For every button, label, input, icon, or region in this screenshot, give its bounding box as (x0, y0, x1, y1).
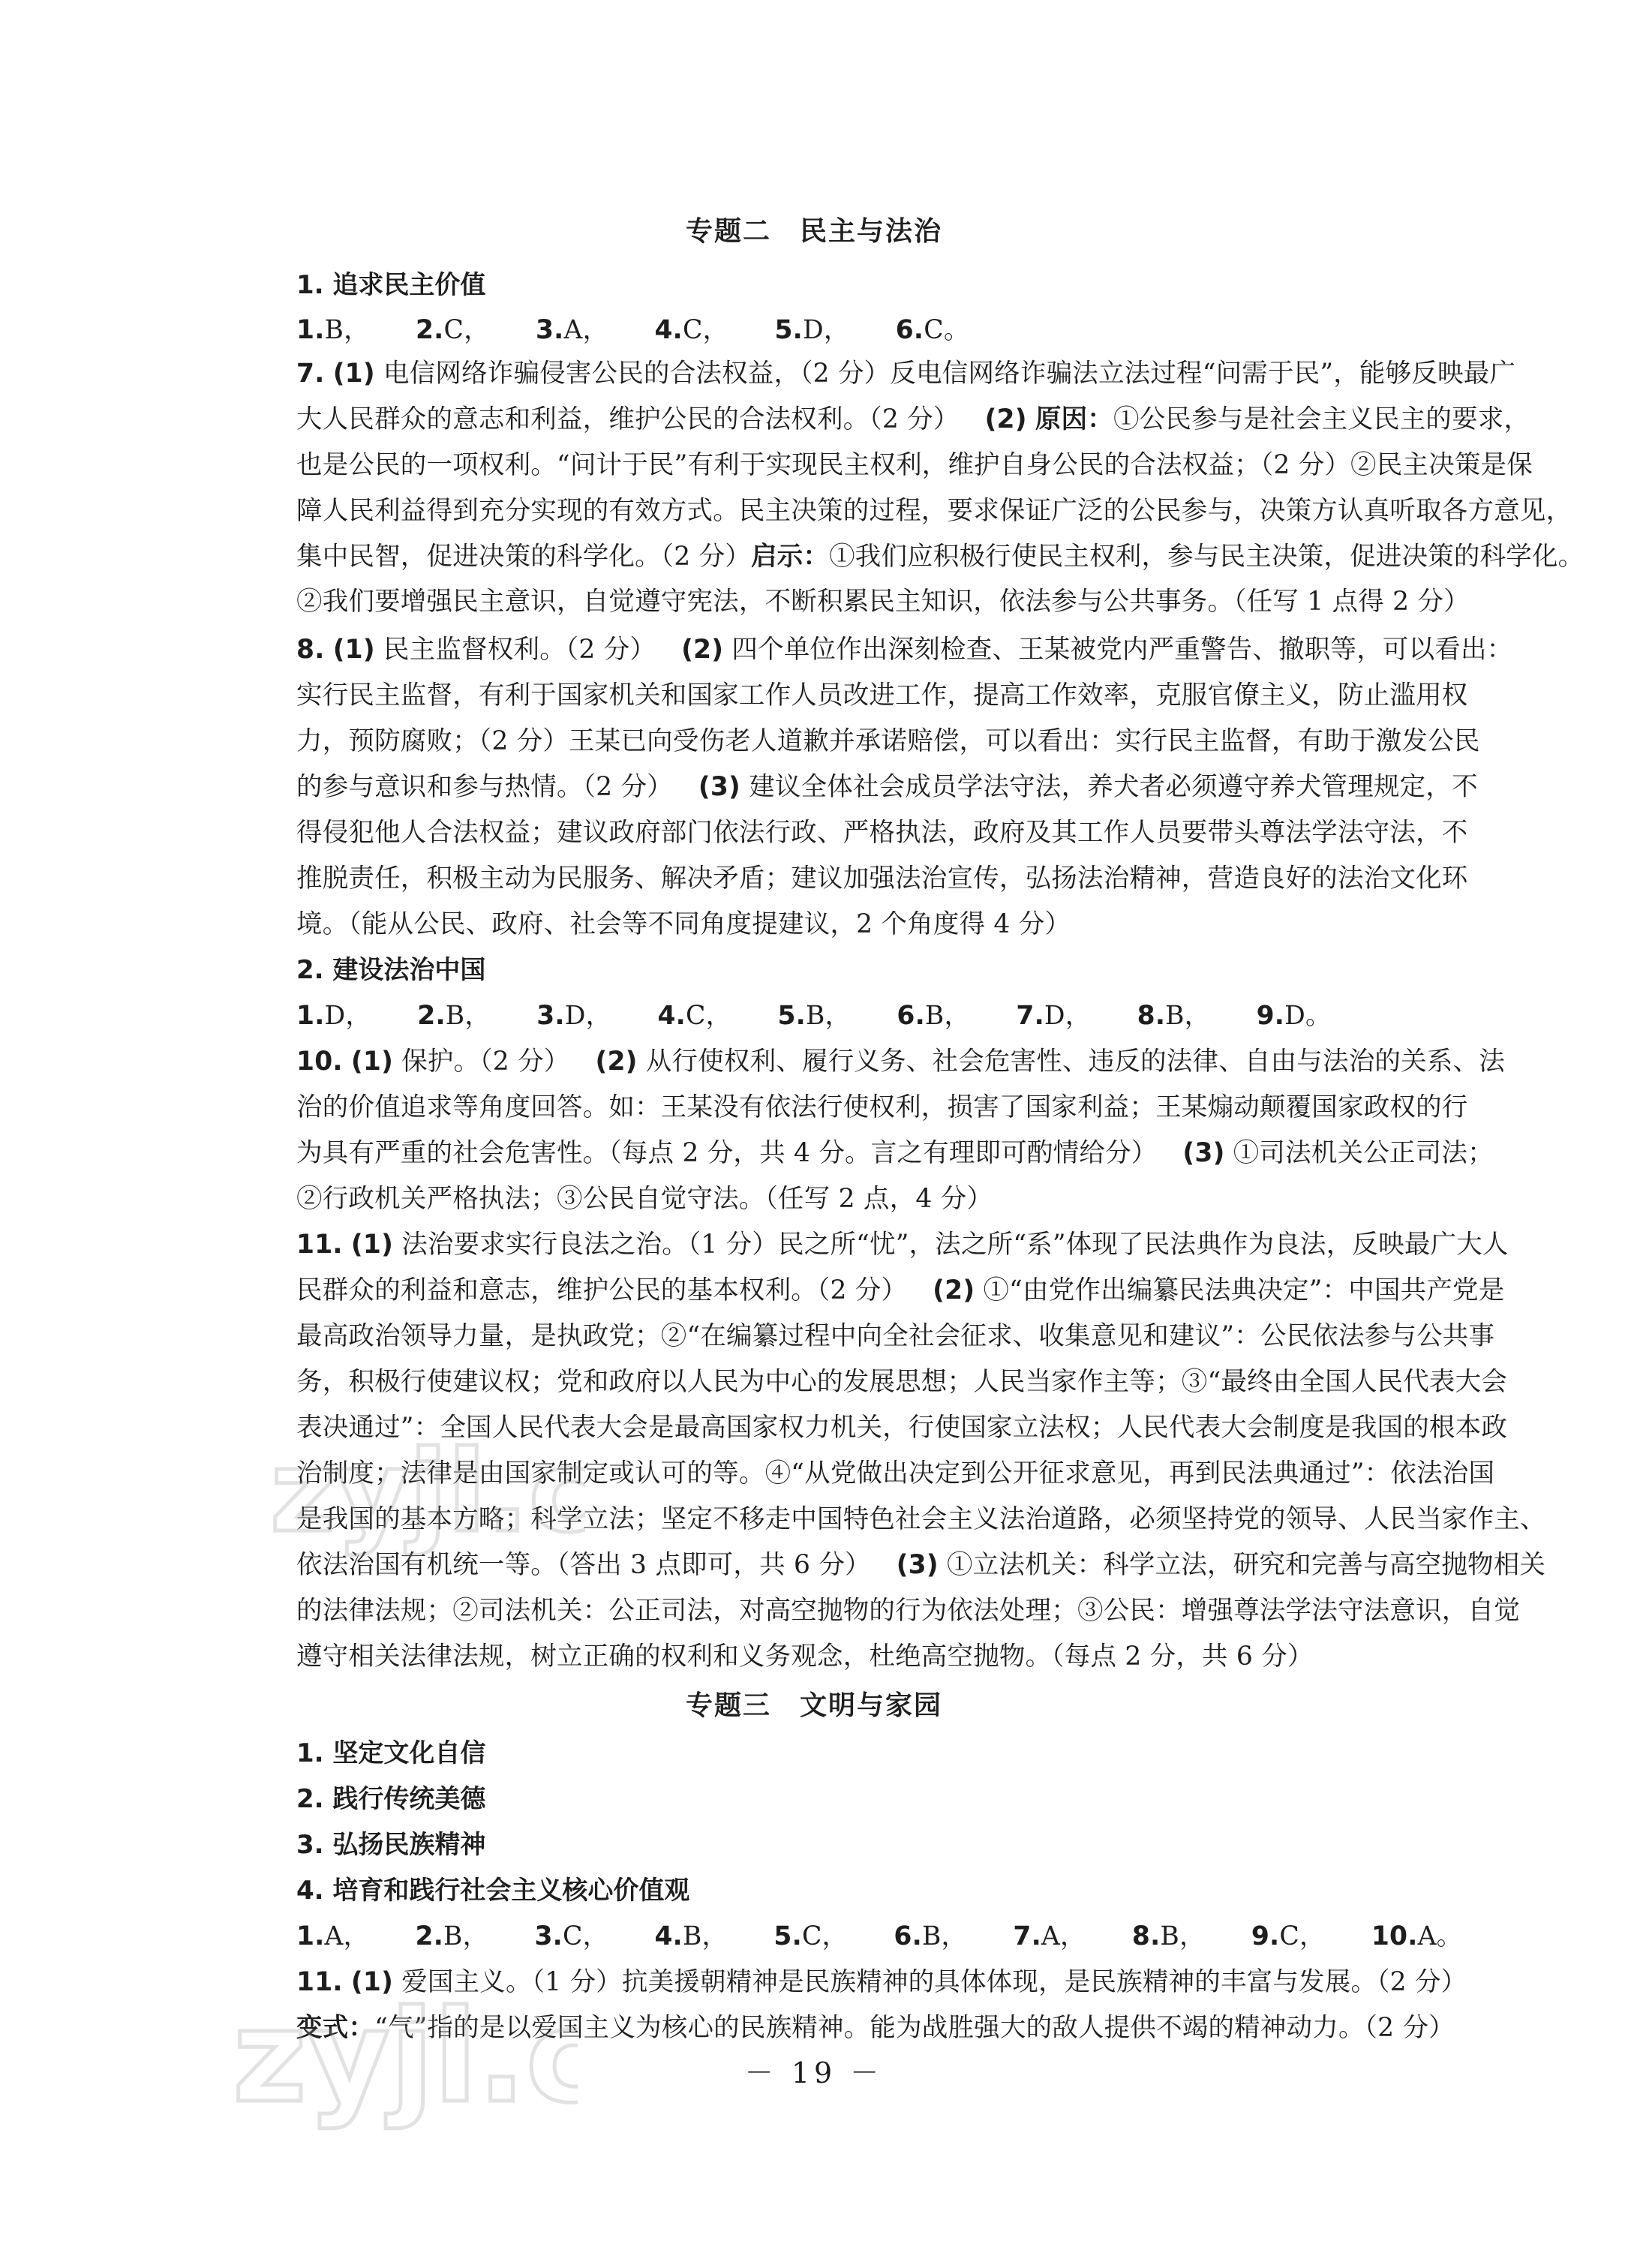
q7-line: 大人民群众的意志和利益，维护公民的合法权利。（2 分） (2) 原因：①公民参与是社会主义民主的要求， (296, 404, 1530, 434)
mc-answer: 8.B， (1131, 1921, 1206, 1951)
q11-line: 遵守相关法律法规，树立正确的权利和义务观念，杜绝高空抛物。（每点 2 分，共 6 分） (296, 1642, 1314, 1672)
mc-answer: 10.A。 (1371, 1921, 1463, 1951)
subsection-title: 2. 践行传统美德 (296, 1784, 486, 1814)
mc-answer: 3.A， (535, 315, 609, 345)
q11-line: 的法律法规；②司法机关：公正司法，对高空抛物的行为依法处理；③公民：增强尊法学法守法意识，自觉 (296, 1596, 1520, 1626)
q7-line: 集中民智，促进决策的科学化。（2 分）启示：①我们应积极行使民主权利，参与民主决策，促进决策的科学化。 (296, 542, 1584, 572)
mc-answer: 2.C， (415, 315, 490, 345)
mc-answer: 6.B， (894, 1921, 968, 1951)
mc-answer: 1.D， (296, 1001, 372, 1031)
q11-line: 民群众的利益和意志，维护公民的基本权利。（2 分） (2) ①“由党作出编纂民法典决定”：中国共产党是 (296, 1275, 1505, 1305)
mc-answer: 5.D， (774, 315, 850, 345)
topic3-title: 专题三 文明与家园 (685, 1690, 942, 1721)
mc-answer: 4.C， (654, 315, 729, 345)
q7-line: 7. (1) 电信网络诈骗侵害公民的合法权益，（2 分）反电信网络诈骗法立法过程“问需于民”，能够反映最广 (296, 359, 1516, 389)
svg-text:zyjl.cn: zyjl.c (233, 1983, 578, 2131)
q8-line: 力，预防腐败；（2 分）王某已向受伤老人道歉并承诺赔偿，可以看出：实行民主监督，有助于激发公民 (296, 726, 1480, 756)
q8-line: 的参与意识和参与热情。（2 分） (3) 建议全体社会成员学法守法，养犬者必须遵守养犬管理规定，不 (296, 772, 1478, 802)
mc-answer: 5.C， (773, 1921, 849, 1951)
mc-answer: 7.D， (1016, 1001, 1092, 1031)
q8-line: 境。（能从公民、政府、社会等不同角度提建议，2 个角度得 4 分） (296, 909, 1071, 939)
subsection-title: 1. 追求民主价值 (296, 270, 486, 300)
q11-line: 表决通过”：全国人民代表大会是最高国家权力机关，行使国家立法权；人民代表大会制度是我国的根本政 (296, 1413, 1508, 1443)
subsection-title: 4. 培育和践行社会主义核心价值观 (296, 1876, 690, 1906)
t3-q11-line: 11. (1) 爱国主义。（1 分）抗美援朝精神是民族精神的具体体现，是民族精神的丰富与发展。（2 分） (296, 1967, 1467, 1997)
mc-answer: 8.B， (1137, 1001, 1211, 1031)
multiple-choice-answers (296, 1912, 1485, 1960)
q11-line: 最高政治领导力量，是执政党；②“在编纂过程中向全社会征求、收集意见和建议”：公民依法参与公共事 (296, 1321, 1495, 1351)
mc-answer: 1.A， (296, 1921, 370, 1951)
q10-line: 治的价值追求等角度回答。如：王某没有依法行使权利，损害了国家利益；王某煽动颠覆国家政权的行 (296, 1092, 1468, 1122)
mc-answer: 5.B， (777, 1001, 852, 1031)
mc-answer: 7.A， (1013, 1921, 1086, 1951)
svg-text:zyjl.cn: zyjl.c (270, 1427, 585, 1558)
q11-line: 是我国的基本方略；科学立法；坚定不移走中国特色社会主义法治道路，必须坚持党的领导、人民当家作主、 (296, 1504, 1546, 1534)
mc-answer: 6.C。 (895, 315, 970, 345)
mc-answer: 4.C， (657, 1001, 732, 1031)
mc-answer: 1.B， (296, 315, 370, 345)
q8-line: 推脱责任，积极主动为民服务、解决矛盾；建议加强法治宣传，弘扬法治精神，营造良好的法治文化环 (296, 864, 1468, 894)
q7-line: ②我们要增强民主意识，自觉遵守宪法，不断积累民主知识，依法参与公共事务。（任写 1 点得 2 分） (296, 587, 1470, 617)
q8-line: 实行民主监督，有利于国家机关和国家工作人员改进工作，提高工作效率，克服官僚主义，防止滥用权 (296, 680, 1468, 710)
mc-answer: 2.B， (415, 1921, 489, 1951)
q10-line: ②行政机关严格执法；③公民自觉守法。（任写 2 点，4 分） (296, 1184, 993, 1214)
q8-line: 8. (1) 民主监督权利。（2 分） (2) 四个单位作出深刻检查、王某被党内严重警告、撤职等，可以看出： (296, 635, 1513, 665)
mc-answer: 3.D， (536, 1001, 612, 1031)
mc-answer: 3.C， (534, 1921, 609, 1951)
mc-answer: 6.B， (897, 1001, 971, 1031)
q11-line: 治制度；法律是由国家制定或认可的等。④“从党做出决定到公开征求意见，再到民法典通过”：依法治国 (296, 1458, 1495, 1488)
q7-line: 也是公民的一项权利。“问计于民”有利于实现民主权利，维护自身公民的合法权益；（2 分）②民主决策是保 (296, 450, 1533, 480)
mc-answer: 2.B， (417, 1001, 491, 1031)
mc-answer: 4.B， (654, 1921, 728, 1951)
q10-line: 10. (1) 保护。（2 分） (2) 从行使权利、履行义务、社会危害性、违反的法律、自由与法治的关系、法 (296, 1047, 1505, 1077)
mc-answer: 9.C， (1251, 1921, 1326, 1951)
q10-line: 为具有严重的社会危害性。（每点 2 分，共 4 分。言之有理即可酌情给分） (3) ①司法机关公正司法； (296, 1138, 1494, 1168)
page-number: － 19 － (744, 2056, 884, 2089)
subsection-title: 2. 建设法治中国 (296, 955, 486, 985)
watermark-logo (270, 1425, 585, 1564)
q8-line: 得侵犯他人合法权益；建议政府部门依法行政、严格执法，政府及其工作人员要带头尊法学法守法，不 (296, 818, 1468, 848)
subsection-title: 3. 弘扬民族精神 (296, 1830, 486, 1860)
multiple-choice-answers (296, 306, 1485, 354)
topic2-title: 专题二 民主与法治 (685, 216, 942, 247)
q7-line: 障人民利益得到充分实现的有效方式。民主决策的过程，要求保证广泛的公民参与，决策方认真听取各方意见， (296, 496, 1572, 526)
watermark-logo (233, 1981, 578, 2134)
q11-line: 11. (1) 法治要求实行良法之治。（1 分）民之所“忧”，法之所“系”体现了民法典作为良法，反映最广大人 (296, 1230, 1509, 1260)
multiple-choice-answers (296, 992, 1485, 1040)
subsection-title: 1. 坚定文化自信 (296, 1738, 486, 1768)
q11-line: 依法治国有机统一等。（答出 3 点即可，共 6 分） (3) ①立法机关：科学立法，研究和完善与高空抛物相关 (296, 1550, 1546, 1580)
mc-answer: 9.D。 (1256, 1001, 1332, 1031)
q11-line: 务，积极行使建议权；党和政府以人民为中心的发展思想；人民当家作主等；③“最终由全国人民代表大会 (296, 1367, 1508, 1397)
t3-q11-line: 变式：“气”指的是以爱国主义为核心的民族精神。能为战胜强大的敌人提供不竭的精神动力。（2 分） (296, 2013, 1455, 2043)
